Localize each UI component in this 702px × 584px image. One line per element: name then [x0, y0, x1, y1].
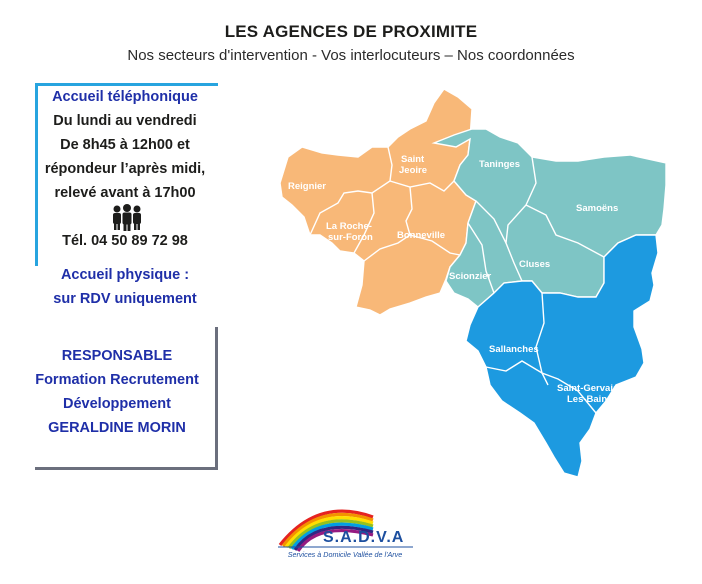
sadva-logo [278, 505, 413, 565]
label-reignier: Reignier [288, 181, 327, 192]
label-saint-gervais-2: Les-Bains [567, 394, 613, 405]
label-saint-jeoire-1: Saint [401, 154, 425, 165]
logo-tagline: Services à Domicile Vallée de l'Arve [287, 550, 403, 559]
page-title: LES AGENCES DE PROXIMITE [224, 22, 478, 41]
responsable-role-2: Développement [63, 396, 171, 412]
label-sallanches: Sallanches [489, 344, 539, 355]
label-samoens: Samoëns [576, 203, 619, 214]
responsable-title: RESPONSABLE [61, 348, 173, 364]
label-cluses: Cluses [519, 259, 551, 270]
hours-line-3: répondeur l’après midi, [44, 161, 206, 177]
responsable-role-1: Formation Recrutement [35, 372, 199, 388]
label-saint-jeoire-2: Jeoire [399, 165, 427, 176]
label-la-roche-1: La Roche- [326, 221, 372, 232]
physical-line-2: sur RDV uniquement [53, 291, 197, 307]
phone-heading: Accueil téléphonique [52, 89, 198, 105]
label-saint-gervais-1: Saint-Gervais [557, 383, 619, 394]
phone-number: Tél. 04 50 89 72 98 [62, 233, 188, 249]
label-scionzier: Scionzier [449, 271, 492, 282]
hours-line-1: Du lundi au vendredi [53, 113, 197, 129]
page-subtitle: Nos secteurs d'intervention - Vos interlocuteurs – Nos coordonnées [127, 47, 575, 64]
logo-name: S.A.D.V.A [323, 529, 405, 546]
sector-map [260, 85, 672, 485]
responsable-name: GERALDINE MORIN [48, 420, 186, 436]
label-bonneville: Bonneville [397, 230, 446, 241]
hours-line-4: relevé avant à 17h00 [54, 185, 196, 201]
label-la-roche-2: sur-Foron [328, 232, 373, 243]
hours-line-2: De 8h45 à 12h00 et [60, 137, 190, 153]
label-taninges: Taninges [479, 159, 520, 170]
people-group-icon [110, 203, 144, 231]
physical-line-1: Accueil physique : [60, 267, 190, 283]
